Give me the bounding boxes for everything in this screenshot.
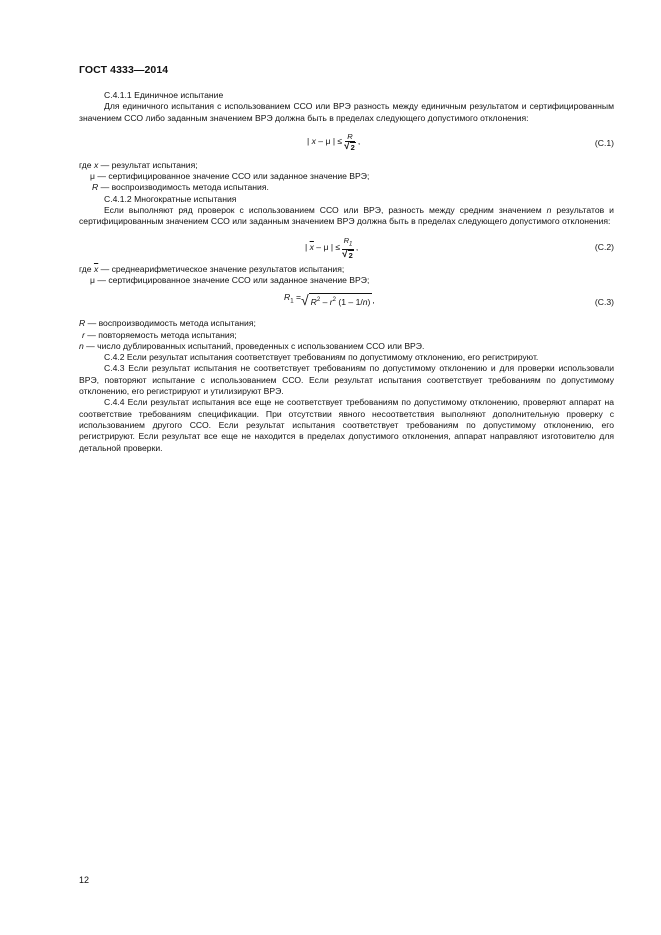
formula-c3-expression [284,292,375,308]
def-r-small: r — повторяемость метода испытания; [82,329,237,340]
def-mu-1: μ — сертифицированное значение ССО или заданное значение ВРЭ; [90,171,370,182]
formula-c2-denominator: 2 [348,251,353,261]
formula-c3-radicand: $R^2 - r^2$ (1 – 1/n) [309,293,373,308]
formula-c3-sqrt: √ $R^2 - r^2$ (1 – 1/n) [300,291,371,308]
formula-c3 [79,289,614,315]
formula-c1-denominator: 2 [350,142,355,152]
def-x: где x — результат испытания; [79,159,198,170]
formula-c3-tail: , [372,294,375,305]
def-mu-2: μ — сертифицированное значение ССО или заданное значение ВРЭ; [90,274,370,285]
formula-c1-lhs: | x – μ | ≤ [307,136,343,147]
formula-c2-lhs: | $\overline{x}$ – μ | ≤ [305,242,341,253]
def-xbar: где $\overline{x}$ — среднеарифметическое значение результатов испытания; [79,263,345,274]
formula-c1-expression [307,132,360,152]
formula-c1-numerator: R [347,131,353,141]
formula-c2-expression [305,236,358,261]
formula-c1 [79,127,614,157]
section-c42: С.4.2 Если результат испытания соответствует требованиям по допустимому отклонению, его регистрируют. [104,352,539,363]
document-body [79,90,614,454]
formula-c3-number: (С.3) [594,297,614,308]
formula-c2-tail: , [355,242,359,253]
formula-c2-number: (С.2) [594,241,614,252]
section-c412-text: Если выполняют ряд проверок с использованием ССО или ВРЭ, разность между средним значением n результатов и сертифицированным значением ССО или заданным значением ВРЭ должна быть в пределах следующего допустимого отклонения: [79,205,614,227]
def-r-1: R — воспроизводимость метода испытания. [92,182,269,193]
section-c44: С.4.4 Если результат испытания все еще не соответствует требованиям по допустимому отклонению, проверяют аппарат на соответствие требованиям спецификации. При отсутствии явного несоответствия выполняют дополнительную проверку с использованием другого ССО. Если результат испытания соответствует требованиям по допустимому отклонению, его регистрируют. Если результат все еще не находится в пределах допустимого отклонения, аппарат направляют изготовителю для детальной проверки. [79,397,614,453]
formula-c1-fraction: R √ 2 [344,131,355,152]
formula-c1-tail: , [357,136,361,147]
formula-c1-number: (С.1) [594,137,614,148]
section-c411-text: Для единичного испытания с использованием ССО или ВРЭ разность между единичным результатом и сертифицированным значением ССО либо заданным значением ВРЭ должна быть в пределах следующего допустимого отклонения: [79,101,614,123]
def-r-big: R — воспроизводимость метода испытания; [79,318,256,329]
section-c411-title: С.4.1.1 Единичное испытание [104,90,224,100]
formula-c3-lhs: $R_1$ = [284,292,301,305]
page-number: 12 [79,875,90,885]
standard-header: ГОСТ 4333—2014 [79,64,169,76]
section-c412-title: С.4.1.2 Многократные испытания [104,193,237,204]
formula-c2-fraction: $R_1$ √ 2 [342,235,353,261]
formula-c2-numerator: $R_1$ [342,236,355,251]
section-c43: С.4.3 Если результат испытания не соответствует требованиям по допустимому отклонению и для проверки использовали ВРЭ, повторяют испытание с использованием ССО. Если результат испытания соответствует требованиям по допустимому отклонению, его регистрируют и утилизируют ВРЭ. [79,363,614,397]
formula-c2 [79,231,614,261]
def-n: n — число дублированных испытаний, проведенных с использованием ССО или ВРЭ. [79,340,425,351]
